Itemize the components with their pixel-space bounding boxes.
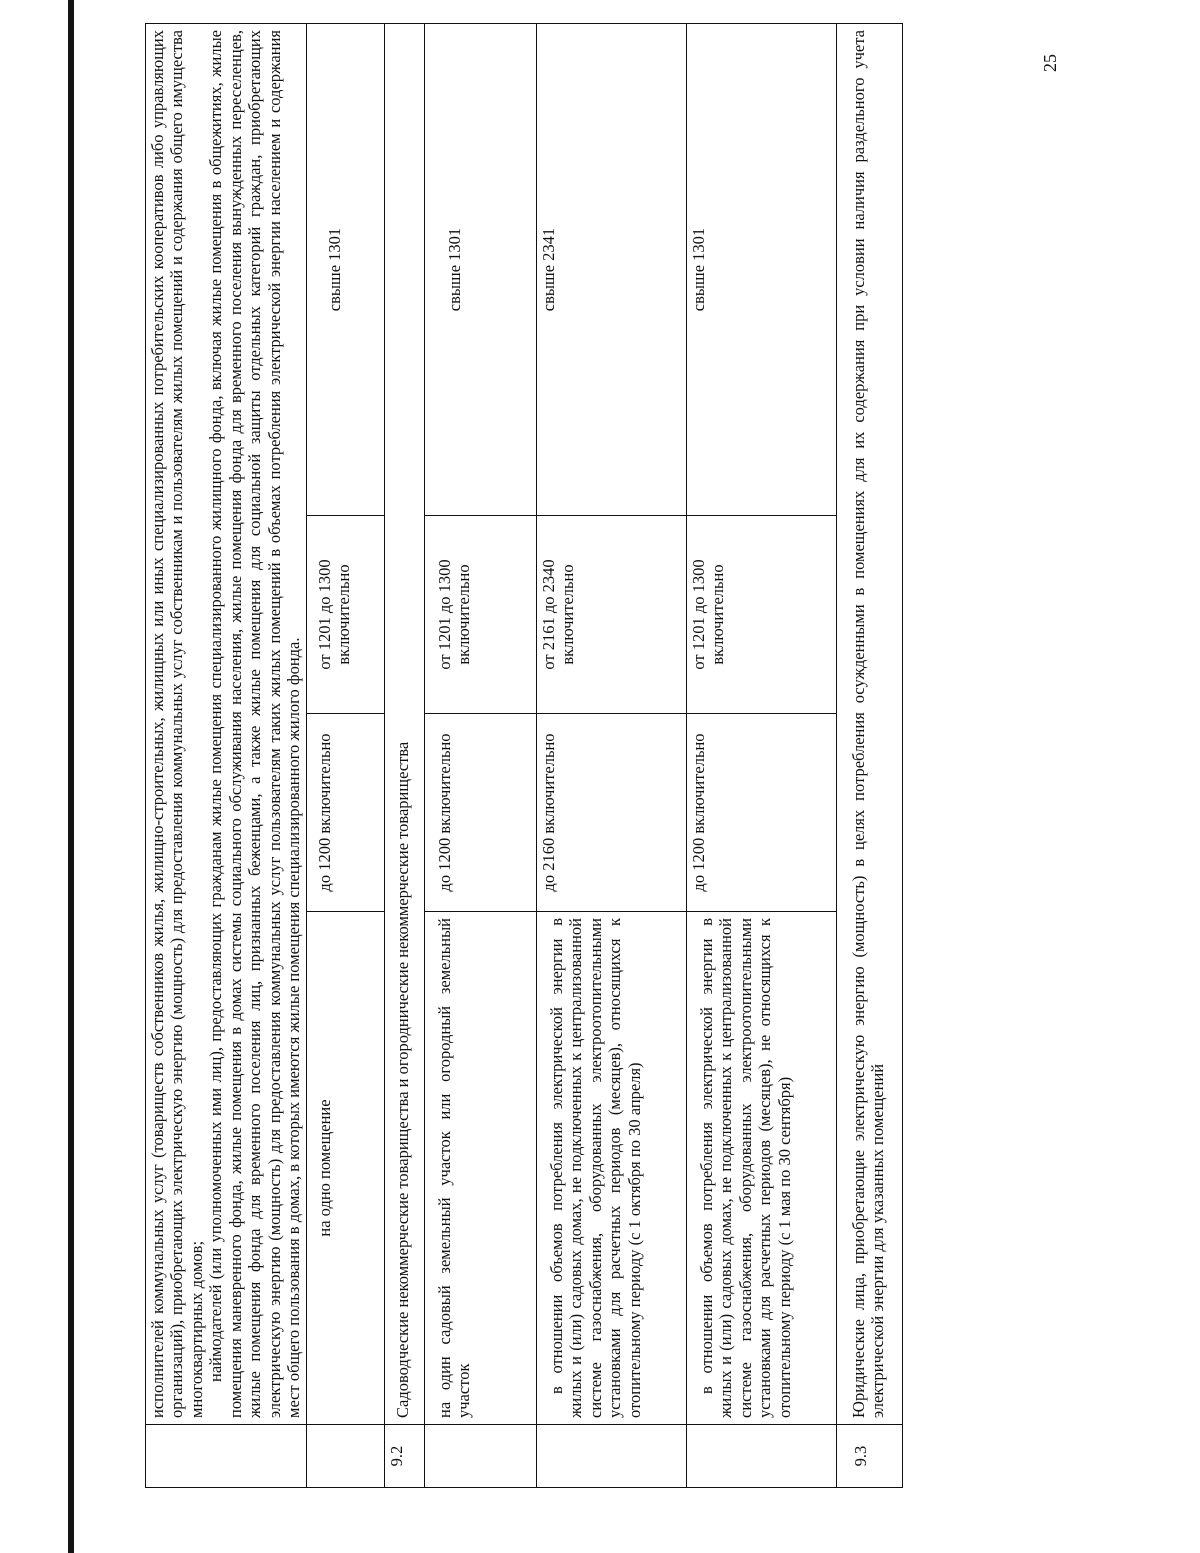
row-number-empty xyxy=(424,1425,536,1488)
row-label: в отношении объемов потребления электрической энергии в жилых и (или) садовых домах, не подключенных к централизованной системе газоснабжения, оборудованных электроотопительными установками для расчетных периодов (месяцев), относящихся к отопительному периоду (с 1 октября по 30 апреля) xyxy=(536,912,686,1425)
range-low: до 1200 включительно xyxy=(424,714,536,912)
section-number: 9.2 xyxy=(384,1425,424,1488)
table-row-plot xyxy=(424,24,536,1488)
row-label: в отношении объемов потребления электрической энергии в жилых и (или) садовых домах, не подключенных к централизованной системе газоснабжения, оборудованных электроотопительными установками для расчетных периодов (месяцев), не относящихся к отопительному периоду (с 1 мая по 30 сентября) xyxy=(686,912,836,1425)
table-row-nonheating xyxy=(686,24,836,1488)
section-row-9-2 xyxy=(384,24,424,1488)
section-row-9-3 xyxy=(836,24,902,1488)
section-title: Садоводческие некоммерческие товарищества и огороднические некоммерческие товарищества xyxy=(384,24,424,1425)
range-high: свыше 1301 xyxy=(686,24,836,516)
range-mid: от 1201 до 1300 включительно xyxy=(424,516,536,714)
table-row-one-room xyxy=(306,24,384,1488)
row-label: на одно помещение xyxy=(306,912,384,1425)
row-number-empty xyxy=(306,1425,384,1488)
rotated-table-frame xyxy=(145,23,1005,1488)
intro-paragraph-1: исполнителей коммунальных услуг (товариществ собственников жилья, жилищно-строительных, жилищных или иных специализированных потребительских кооперативов либо управляющих организаций), приобретающих электрическую энергию (мощность) для предоставления коммунальных услуг собственникам и пользователям жилых помещений и содержания общего имущества многоквартирных домов; xyxy=(148,30,206,1418)
range-high: свыше 1301 xyxy=(306,24,384,516)
intro-paragraph-2: наймодателей (или уполномоченных ими лиц), предоставляющих гражданам жилые помещения специализированного жилищного фонда, включая жилые помещения в общежитиях, жилые помещения маневренного фонда, жилые помещения в домах системы социального обслуживания населения, жилые помещения фонда для временного поселения вынужденных переселенцев, жилые помещения фонда для временного поселения лиц, признанных беженцами, а также жилые помещения для социальной защиты отдельных категорий граждан, приобретающих электрическую энергию (мощность) для предоставления коммунальных услуг пользователям таких жилых помещений в объемах потребления электрической энергии населением и содержания мест общего пользования в домах, в которых имеются жилые помещения специализированного жилого фонда. xyxy=(206,30,304,1418)
range-mid: от 1201 до 1300 включительно xyxy=(306,516,384,714)
page-number: 25 xyxy=(1040,54,1060,72)
section-number: 9.3 xyxy=(836,1425,902,1488)
range-mid: от 1201 до 1300 включительно xyxy=(686,516,836,714)
table-row-intro xyxy=(146,24,307,1488)
binding-bar xyxy=(68,0,74,1553)
range-low: до 1200 включительно xyxy=(686,714,836,912)
intro-cell xyxy=(146,24,307,1425)
range-mid: от 2161 до 2340 включительно xyxy=(536,516,686,714)
range-high: свыше 2341 xyxy=(536,24,686,516)
range-low: до 2160 включительно xyxy=(536,714,686,912)
section-title: Юридические лица, приобретающие электрическую энергию (мощность) в целях потребления осужденными в помещениях для их содержания при условии наличия раздельного учета электрической энергии для указанных помещений xyxy=(836,24,902,1425)
range-high: свыше 1301 xyxy=(424,24,536,516)
row-number-empty xyxy=(686,1425,836,1488)
row-number-empty xyxy=(536,1425,686,1488)
range-low: до 1200 включительно xyxy=(306,714,384,912)
tariff-table xyxy=(145,23,903,1488)
row-number-empty xyxy=(146,1425,307,1488)
row-label: на один садовый земельный участок или огородный земельный участок xyxy=(424,912,536,1425)
table-row-heating xyxy=(536,24,686,1488)
